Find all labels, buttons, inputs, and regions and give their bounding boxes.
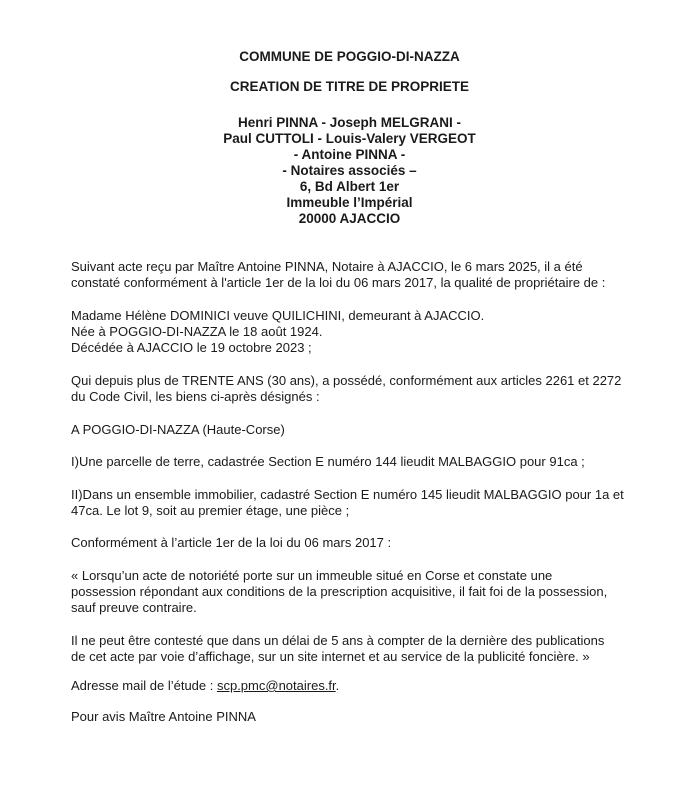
text-line: constaté conformément à l'article 1er de la loi du 06 mars 2017, la qualité de propriétaire de :: [71, 275, 606, 290]
location-line: A POGGIO-DI-NAZZA (Haute-Corse): [71, 422, 285, 437]
notary-line: Henri PINNA - Joseph MELGRANI -: [237, 115, 461, 130]
email-line: [71, 678, 339, 694]
email-label: Adresse mail de l’étude :: [71, 678, 217, 693]
text-line: possession répondant aux conditions de la prescription acquisitive, il fait foi de la possession,: [71, 584, 608, 599]
notary-line: - Antoine PINNA -: [293, 147, 406, 162]
text-line: Suivant acte reçu par Maître Antoine PINNA, Notaire à AJACCIO, le 6 mars 2025, il a été: [71, 259, 583, 274]
signature: Pour avis Maître Antoine PINNA: [71, 709, 256, 724]
notary-line: - Notaires associés –: [282, 163, 417, 178]
commune-heading: COMMUNE DE POGGIO-DI-NAZZA: [239, 49, 460, 64]
text-line: 47ca. Le lot 9, soit au premier étage, une pièce ;: [71, 503, 350, 518]
text-line: Qui depuis plus de TRENTE ANS (30 ans), a possédé, conformément aux articles 2261 et 2272: [71, 373, 622, 388]
text-line: Née à POGGIO-DI-NAZZA le 18 août 1924.: [71, 324, 323, 339]
text-line: Il ne peut être contesté que dans un délai de 5 ans à compter de la dernière des publications: [71, 633, 605, 648]
text-line: de cet acte par voie d’affichage, sur un site internet et au service de la publicité foncière. »: [71, 649, 590, 664]
notary-line: Paul CUTTOLI - Louis-Valery VERGEOT: [223, 131, 476, 146]
text-line: sauf preuve contraire.: [71, 600, 197, 615]
text-line: « Lorsqu’un acte de notoriété porte sur un immeuble situé en Corse et constate une: [71, 568, 553, 583]
email-suffix: .: [335, 678, 340, 693]
notary-address-line: Immeuble l’Impérial: [286, 195, 413, 210]
notary-address-line: 6, Bd Albert 1er: [299, 179, 400, 194]
text-line: Madame Hélène DOMINICI veuve QUILICHINI, demeurant à AJACCIO.: [71, 308, 485, 323]
notary-address-line: 20000 AJACCIO: [298, 211, 401, 226]
text-line: du Code Civil, les biens ci-après désignés :: [71, 389, 320, 404]
text-line: II)Dans un ensemble immobilier, cadastré Section E numéro 145 lieudit MALBAGGIO pour 1a et: [71, 487, 624, 502]
email-link[interactable]: scp.pmc@notaires.fr: [216, 678, 336, 693]
parcel-1: I)Une parcelle de terre, cadastrée Section E numéro 144 lieudit MALBAGGIO pour 91ca ;: [71, 454, 585, 469]
text-line: Décédée à AJACCIO le 19 octobre 2023 ;: [71, 340, 312, 355]
document-title: CREATION DE TITRE DE PROPRIETE: [229, 79, 470, 94]
law-reference: Conformément à l’article 1er de la loi du 06 mars 2017 :: [71, 535, 392, 550]
